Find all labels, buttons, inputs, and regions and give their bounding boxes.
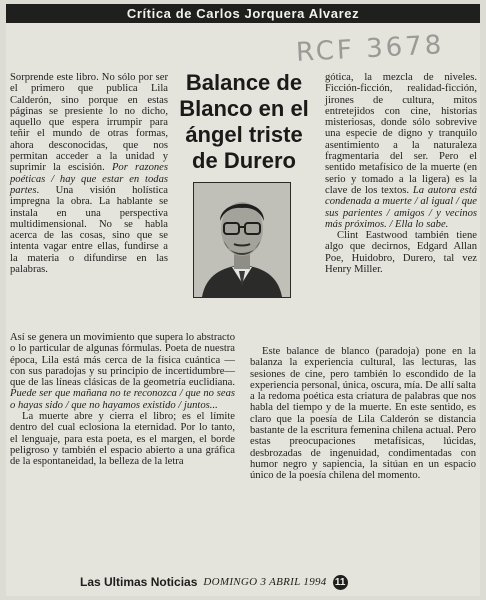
headline-line: ángel triste bbox=[185, 122, 303, 147]
headline-line: de Durero bbox=[192, 148, 296, 173]
section-header bbox=[6, 4, 480, 23]
headline-line: Balance de bbox=[185, 70, 303, 95]
paragraph: La muerte abre y cierra el libro; es el límite dentro del cual eclosiona la eternidad. Por lo tanto, el lenguaje, para esta poeta, es el margen, el borde peligroso y también el espacio abierto a una gráfica de la espontaneidad, la belleza de la letra bbox=[10, 411, 235, 468]
paragraph: gótica, la mezcla de niveles. Ficción-ficción, realidad-ficción, jirones de cultura, mitos entretejidos con cine, historias misteriosas, donde sólo sobrevive una especie de digno y tranquilo asentimiento a la naturaleza fragmentaria del ser. Pero el sentido metafísico de la muerte (en serio y tomado a la ligera) es la clave de los textos. La autora está condenada a muerte / al igual / que sus parientes / amigos / y vecinos más próximos. / Ella lo sabe. bbox=[325, 72, 477, 230]
paragraph: Sorprende este libro. No sólo por ser el primero que publica Lila Calderón, sino porque en estas páginas se presiente lo no dicho, aquello que espera irrumpir para teñir el mundo de otras formas, ahora desconocidas, que nos permitan acceder a la unidad y suprimir la escisión. Por razones poéticas / hay que estar en todas partes. Una visión holística impregna la obra. La hablante se instala en una perspectiva multidimensional. No se habla acerca de las cosas, sino que se intenta vagar entre ellas, fundirse a la materia o difundirse en las palabras. bbox=[10, 72, 168, 276]
article-column-bottom-right bbox=[250, 346, 476, 482]
archive-stamp: RCF 3678 bbox=[295, 30, 445, 68]
author-portrait-image bbox=[194, 183, 290, 297]
author-photo bbox=[193, 182, 291, 298]
article-column-left bbox=[10, 72, 168, 275]
publication-date: DOMINGO 3 ABRIL 1994 bbox=[203, 576, 327, 588]
headline-line: Blanco en el bbox=[179, 96, 309, 121]
page-footer bbox=[80, 574, 400, 590]
article-column-bottom-left bbox=[10, 332, 235, 468]
article-column-right bbox=[325, 72, 477, 275]
paragraph: Clint Eastwood también tiene algo que decirnos, Edgard Allan Poe, Huidobro, Durero, tal vez Henry Miller. bbox=[325, 230, 477, 276]
newspaper-name: Las Ultimas Noticias bbox=[80, 575, 198, 589]
page-number-badge: 11 bbox=[333, 575, 348, 590]
section-header-text: Crítica de Carlos Jorquera Alvarez bbox=[126, 6, 360, 21]
article-headline bbox=[168, 70, 320, 174]
paragraph: Así se genera un movimiento que supera lo abstracto o lo particular de algunas fórmulas. Poeta de nuestra época, Lila está más cerca de la física cuántica —con sus paradojas y su principio de incertidumbre— que de las líneas clásicas de la geometría euclidiana. Puede ser que mañana no te reconozca / que no seas o hayas sido / que no hayamos existido / juntos... bbox=[10, 332, 235, 411]
paragraph: Este balance de blanco (paradoja) pone en la balanza la experiencia cultural, las lecturas, las sesiones de cine, pero también lo escondido de la experiencia personal, única, oscura, mía. De allí salta a la redoma poética esta criatura de palabras que nos habla del tiempo y de la muerte. En este sentido, es claro que la poesía de Lila Calderón se distancia bastante de la escritura femenina chilena actual. Pero estas preocupaciones metafísicas, lúcidas, desbrozadas de ingenuidad, condimentadas con humor negro y sapiencia, la sitúan en un espacio único de la poesía chilena del momento. bbox=[250, 346, 476, 482]
